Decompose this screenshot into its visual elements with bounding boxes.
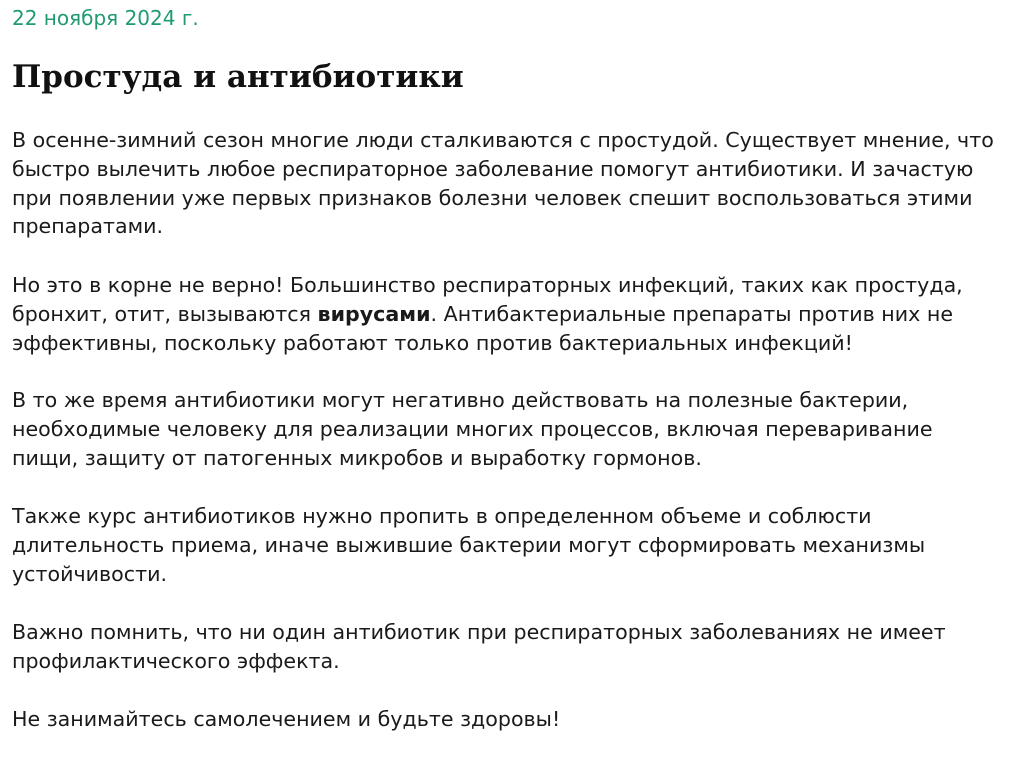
paragraph-line: пищи, защиту от патогенных микробов и выработку гормонов. (12, 445, 702, 470)
paragraph-line: необходимые человеку для реализации многих процессов, включая переваривание (12, 416, 933, 441)
paragraph-course (12, 502, 1012, 588)
paragraph-line: препаратами. (12, 214, 164, 239)
paragraph-line: Но это в корне не верно! Большинство респираторных инфекций, таких как простуда, (12, 273, 963, 297)
paragraph-line: профилактического эффекта. (12, 648, 340, 673)
paragraph-line: длительность приема, иначе выжившие бактерии могут сформировать механизмы (12, 532, 926, 557)
text-run: бронхит, отит, вызываются (12, 301, 318, 326)
emphasis-viruses: вирусами (317, 301, 431, 326)
paragraph-line: устойчивости. (12, 561, 168, 586)
paragraph-line: Также курс антибиотиков нужно пропить в определенном объеме и соблюсти (12, 504, 872, 528)
paragraph-viruses (12, 271, 1012, 357)
paragraph-line-with-emphasis (12, 300, 1012, 329)
paragraph-line: при появлении уже первых признаков болезни человек спешит воспользоваться этими (12, 185, 973, 210)
paragraph-line: быстро вылечить любое респираторное заболевание помогут антибиотики. И зачастую (12, 156, 974, 181)
paragraph-line: Важно помнить, что ни один антибиотик при респираторных заболеваниях не имеет (12, 620, 946, 644)
paragraph-closing (12, 705, 1012, 734)
article-title: Простуда и антибиотики (12, 59, 464, 95)
paragraph-prevention (12, 618, 1012, 676)
paragraph-line: В то же время антибиотики могут негативно действовать на полезные бактерии, (12, 388, 909, 412)
text-run: . Антибактериальные препараты против них не (430, 301, 953, 326)
article-date: 22 ноября 2024 г. (12, 6, 199, 30)
paragraph-line: эффективны, поскольку работают только против бактериальных инфекций! (12, 330, 853, 355)
paragraph-line: В осенне-зимний сезон многие люди сталкиваются с простудой. Существует мнение, что (12, 128, 994, 152)
paragraph-intro (12, 126, 1012, 241)
paragraph-line: Не занимайтесь самолечением и будьте здоровы! (12, 707, 561, 731)
paragraph-side-effects (12, 386, 1012, 472)
